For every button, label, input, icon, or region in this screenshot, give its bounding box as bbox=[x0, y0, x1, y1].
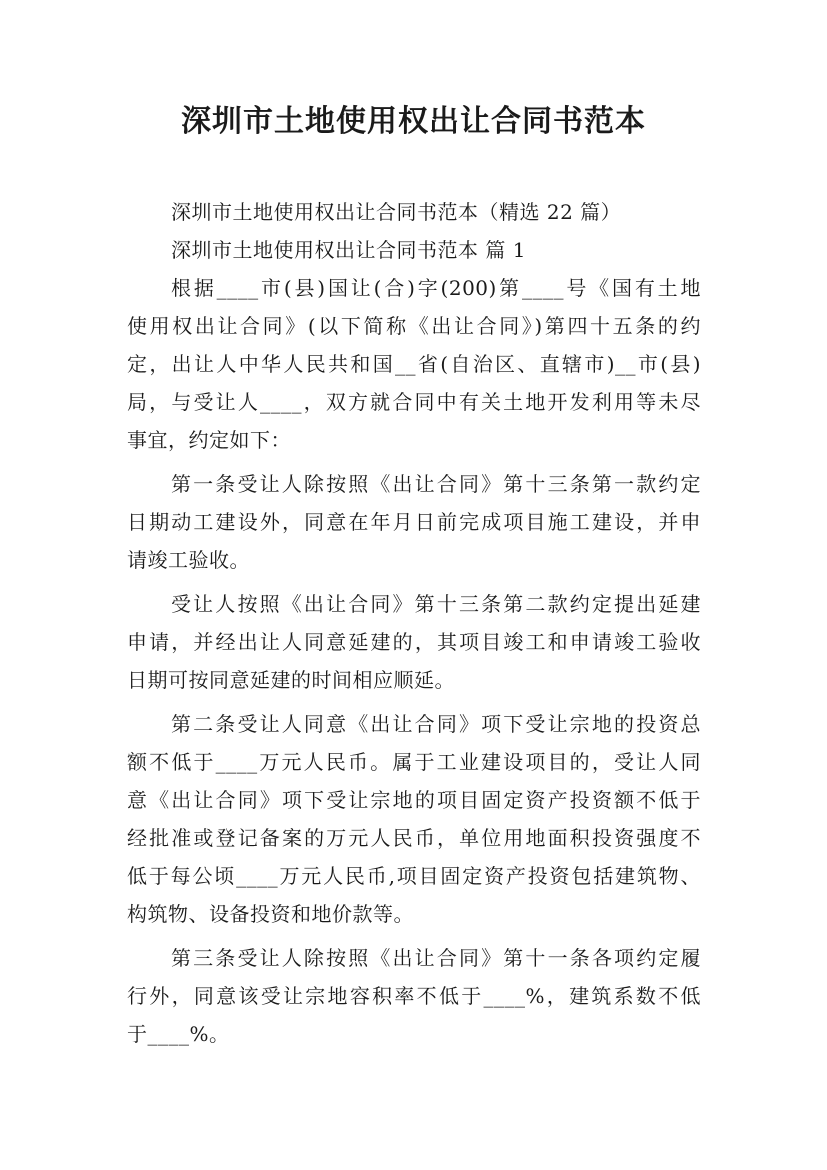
paragraph-line: 行外，同意该受让宗地容积率不低于____%，建筑系数不低 bbox=[127, 984, 701, 1008]
document-title: 深圳市土地使用权出让合同书范本 bbox=[181, 104, 646, 139]
subtitle-line: 深圳市土地使用权出让合同书范本 篇 1 bbox=[171, 238, 526, 262]
paragraph-line: 经批准或登记备案的万元人民币，单位用地面积投资强度不 bbox=[127, 826, 701, 850]
paragraph-3 bbox=[127, 585, 701, 699]
paragraph-line: 构筑物、设备投资和地价款等。 bbox=[127, 902, 414, 926]
paragraph-line: 定，出让人中华人民共和国__省(自治区、直辖市)__市(县) bbox=[127, 352, 701, 376]
paragraph-4 bbox=[127, 705, 701, 933]
subtitle-line: 深圳市土地使用权出让合同书范本（精选 22 篇） bbox=[171, 200, 622, 224]
paragraph-line: 第三条受让人除按照《出让合同》第十一条各项约定履 bbox=[171, 946, 701, 970]
paragraph-line: 日期可按同意延建的时间相应顺延。 bbox=[127, 668, 455, 692]
paragraph-line: 使用权出让合同》(以下简称《出让合同》)第四十五条的约 bbox=[127, 314, 701, 338]
paragraph-1 bbox=[127, 269, 701, 459]
paragraph-line: 受让人按照《出让合同》第十三条第二款约定提出延建 bbox=[171, 592, 701, 616]
paragraph-line: 请竣工验收。 bbox=[127, 548, 250, 572]
paragraph-2 bbox=[127, 465, 701, 579]
paragraph-line: 额不低于____万元人民币。属于工业建设项目的，受让人同 bbox=[127, 750, 701, 774]
paragraph-line: 低于每公顷____万元人民币,项目固定资产投资包括建筑物、 bbox=[127, 864, 701, 888]
paragraph-line: 事宜，约定如下： bbox=[127, 428, 291, 452]
paragraph-line: 日期动工建设外，同意在年月日前完成项目施工建设，并申 bbox=[127, 510, 701, 534]
paragraph-line: 局，与受让人____，双方就合同中有关土地开发利用等未尽 bbox=[127, 390, 701, 414]
paragraph-line: 于____%。 bbox=[127, 1022, 230, 1046]
paragraph-line: 根据____市(县)国让(合)字(200)第____号《国有土地 bbox=[171, 276, 701, 300]
paragraph-line: 申请，并经出让人同意延建的，其项目竣工和申请竣工验收 bbox=[127, 630, 701, 654]
paragraph-line: 第二条受让人同意《出让合同》项下受让宗地的投资总 bbox=[171, 712, 701, 736]
paragraph-line: 意《出让合同》项下受让宗地的项目固定资产投资额不低于 bbox=[127, 788, 701, 812]
paragraph-5 bbox=[127, 939, 701, 1053]
paragraph-line: 第一条受让人除按照《出让合同》第十三条第一款约定 bbox=[171, 472, 701, 496]
document-body bbox=[127, 193, 701, 1053]
